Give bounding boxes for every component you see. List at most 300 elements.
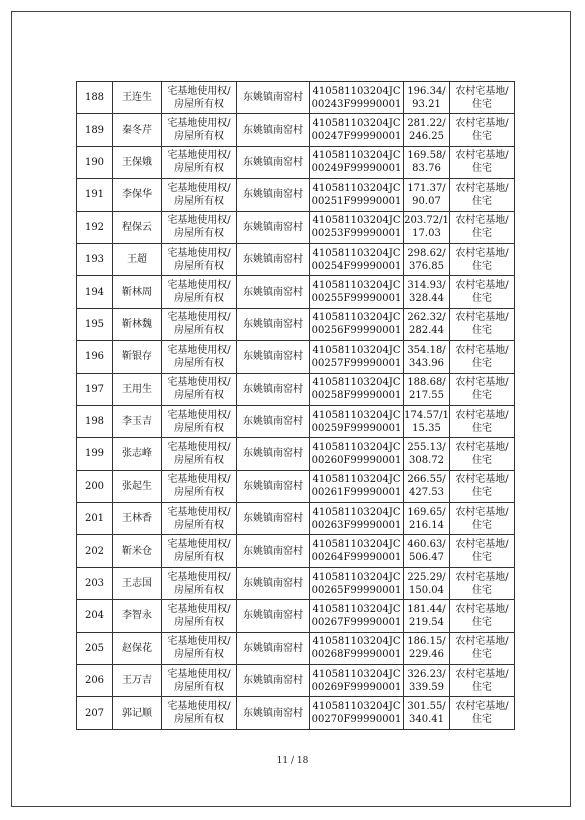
right-type-cell-line: 宅基地使用权/ [167,247,231,259]
serial-number-cell: 193 [77,243,113,275]
area-cell-line: 282.44 [409,325,444,337]
usage-cell [450,341,515,373]
area-cell [404,470,450,502]
table-row [77,665,515,697]
location-cell: 东姚镇南窑村 [237,146,310,178]
location-cell: 东姚镇南窑村 [237,341,310,373]
usage-cell [450,373,515,405]
area-cell-line: 150.04 [409,584,444,596]
table-row [77,697,515,729]
area-cell-line: 217.55 [409,390,444,402]
right-type-cell [162,665,237,697]
area-cell-line: 186.15/ [407,636,446,648]
location-cell: 东姚镇南窑村 [237,438,310,470]
serial-number-cell: 202 [77,535,113,567]
right-type-cell [162,632,237,664]
table-row [77,308,515,340]
area-cell-line: 188.68/ [407,377,446,389]
unit-code-cell-line: 00270F99990001 [311,714,402,726]
usage-cell-line: 农村宅基地/ [455,344,509,356]
area-cell-line: 266.55/ [407,474,446,486]
unit-code-cell [310,82,404,114]
usage-cell-line: 农村宅基地/ [455,118,509,130]
usage-cell-line: 住宅 [472,260,492,272]
unit-code-cell-line: 00249F99990001 [311,163,402,175]
serial-number-cell: 205 [77,632,113,664]
area-cell [404,503,450,535]
right-type-cell-line: 房屋所有权 [174,228,224,240]
area-cell [404,146,450,178]
usage-cell [450,470,515,502]
location-cell: 东姚镇南窑村 [237,697,310,729]
unit-code-cell-line: 410581103204JC [312,118,401,130]
unit-code-cell-line: 00255F99990001 [311,293,402,305]
usage-cell-line: 农村宅基地/ [455,150,509,162]
table-row [77,405,515,437]
serial-number-cell: 198 [77,405,113,437]
unit-code-cell [310,211,404,243]
serial-number-cell: 204 [77,600,113,632]
location-cell: 东姚镇南窑村 [237,503,310,535]
serial-number-cell: 190 [77,146,113,178]
area-cell-line: 90.07 [412,195,441,207]
unit-code-cell-line: 410581103204JC [312,377,401,389]
unit-code-cell-line: 410581103204JC [312,571,401,583]
right-type-cell-line: 宅基地使用权/ [167,701,231,713]
usage-cell-line: 农村宅基地/ [455,539,509,551]
table-row [77,503,515,535]
area-cell-line: 262.32/ [407,312,446,324]
serial-number-cell: 197 [77,373,113,405]
area-cell [404,438,450,470]
unit-code-cell [310,308,404,340]
usage-cell-line: 农村宅基地/ [455,571,509,583]
usage-cell-line: 住宅 [472,163,492,175]
right-type-cell-line: 房屋所有权 [174,325,224,337]
unit-code-cell-line: 410581103204JC [312,409,401,421]
unit-code-cell [310,535,404,567]
usage-cell [450,211,515,243]
usage-cell [450,308,515,340]
usage-cell-line: 住宅 [472,131,492,143]
right-type-cell-line: 宅基地使用权/ [167,182,231,194]
unit-code-cell-line: 410581103204JC [312,474,401,486]
table-row [77,114,515,146]
right-type-cell [162,373,237,405]
area-cell-line: 229.46 [409,649,444,661]
unit-code-cell [310,665,404,697]
area-cell [404,114,450,146]
area-cell-line: 255.13/ [407,441,446,453]
area-cell-line: 354.18/ [407,344,446,356]
owner-name-cell: 王林香 [113,503,162,535]
usage-cell-line: 住宅 [472,390,492,402]
area-cell-line: 15.35 [412,422,441,434]
right-type-cell [162,341,237,373]
usage-cell [450,405,515,437]
area-cell [404,665,450,697]
location-cell: 东姚镇南窑村 [237,535,310,567]
right-type-cell-line: 宅基地使用权/ [167,539,231,551]
unit-code-cell-line: 410581103204JC [312,636,401,648]
area-cell-line: 376.85 [409,260,444,272]
usage-cell-line: 住宅 [472,552,492,564]
right-type-cell-line: 房屋所有权 [174,552,224,564]
area-cell [404,535,450,567]
unit-code-cell [310,697,404,729]
unit-code-cell-line: 00265F99990001 [311,584,402,596]
unit-code-cell-line: 00258F99990001 [311,390,402,402]
area-cell-line: 83.76 [412,163,441,175]
table-row [77,146,515,178]
area-cell-line: 174.57/1 [404,409,449,421]
table-row [77,82,515,114]
unit-code-cell-line: 00247F99990001 [311,131,402,143]
usage-cell-line: 农村宅基地/ [455,506,509,518]
owner-name-cell: 郭记顺 [113,697,162,729]
unit-code-cell-line: 410581103204JC [312,539,401,551]
location-cell: 东姚镇南窑村 [237,470,310,502]
area-cell-line: 169.58/ [407,150,446,162]
location-cell: 东姚镇南窑村 [237,243,310,275]
right-type-cell [162,179,237,211]
usage-cell [450,567,515,599]
right-type-cell-line: 宅基地使用权/ [167,636,231,648]
usage-cell-line: 农村宅基地/ [455,701,509,713]
area-cell-line: 169.65/ [407,506,446,518]
area-cell-line: 298.62/ [407,247,446,259]
usage-cell-line: 农村宅基地/ [455,247,509,259]
table-row [77,438,515,470]
area-cell [404,632,450,664]
usage-cell-line: 农村宅基地/ [455,182,509,194]
serial-number-cell: 189 [77,114,113,146]
right-type-cell [162,243,237,275]
usage-cell-line: 农村宅基地/ [455,377,509,389]
unit-code-cell [310,276,404,308]
usage-cell [450,114,515,146]
unit-code-cell-line: 00256F99990001 [311,325,402,337]
usage-cell-line: 农村宅基地/ [455,85,509,97]
usage-cell-line: 农村宅基地/ [455,280,509,292]
usage-cell-line: 住宅 [472,454,492,466]
location-cell: 东姚镇南窑村 [237,82,310,114]
usage-cell-line: 住宅 [472,681,492,693]
area-cell [404,567,450,599]
usage-cell [450,146,515,178]
table-row [77,243,515,275]
area-cell [404,373,450,405]
usage-cell [450,438,515,470]
unit-code-cell [310,114,404,146]
table-row [77,341,515,373]
area-cell [404,341,450,373]
table-row [77,276,515,308]
right-type-cell-line: 宅基地使用权/ [167,150,231,162]
unit-code-cell [310,146,404,178]
usage-cell [450,503,515,535]
area-cell-line: 216.14 [409,519,444,531]
owner-name-cell: 靳银存 [113,341,162,373]
owner-name-cell: 靳米仓 [113,535,162,567]
usage-cell-line: 住宅 [472,616,492,628]
unit-code-cell-line: 00243F99990001 [311,98,402,110]
area-cell [404,405,450,437]
location-cell: 东姚镇南窑村 [237,665,310,697]
table-row [77,567,515,599]
unit-code-cell-line: 00253F99990001 [311,228,402,240]
owner-name-cell: 李玉吉 [113,405,162,437]
area-cell-line: 93.21 [412,98,441,110]
area-cell-line: 181.44/ [407,603,446,615]
right-type-cell-line: 宅基地使用权/ [167,215,231,227]
unit-code-cell-line: 410581103204JC [312,603,401,615]
right-type-cell-line: 宅基地使用权/ [167,409,231,421]
right-type-cell-line: 宅基地使用权/ [167,474,231,486]
table-row [77,632,515,664]
unit-code-cell [310,470,404,502]
unit-code-cell-line: 00264F99990001 [311,552,402,564]
owner-name-cell: 王超 [113,243,162,275]
serial-number-cell: 200 [77,470,113,502]
usage-cell [450,632,515,664]
table-row [77,211,515,243]
serial-number-cell: 206 [77,665,113,697]
right-type-cell [162,114,237,146]
table-row [77,470,515,502]
owner-name-cell: 张起生 [113,470,162,502]
right-type-cell [162,82,237,114]
usage-cell-line: 住宅 [472,325,492,337]
area-cell [404,243,450,275]
owner-name-cell: 王万吉 [113,665,162,697]
table-row [77,373,515,405]
right-type-cell-line: 宅基地使用权/ [167,668,231,680]
usage-cell [450,697,515,729]
unit-code-cell [310,567,404,599]
usage-cell-line: 农村宅基地/ [455,441,509,453]
right-type-cell-line: 房屋所有权 [174,649,224,661]
area-cell [404,308,450,340]
usage-cell [450,665,515,697]
right-type-cell [162,308,237,340]
right-type-cell [162,211,237,243]
serial-number-cell: 196 [77,341,113,373]
owner-name-cell: 张志峰 [113,438,162,470]
unit-code-cell-line: 00268F99990001 [311,649,402,661]
right-type-cell-line: 房屋所有权 [174,681,224,693]
area-cell-line: 308.72 [409,454,444,466]
usage-cell [450,82,515,114]
unit-code-cell-line: 410581103204JC [312,182,401,194]
usage-cell-line: 农村宅基地/ [455,215,509,227]
right-type-cell [162,697,237,729]
area-cell-line: 427.53 [409,487,444,499]
right-type-cell [162,503,237,535]
area-cell-line: 17.03 [412,228,441,240]
unit-code-cell [310,632,404,664]
usage-cell [450,276,515,308]
table-body [77,82,515,730]
right-type-cell-line: 宅基地使用权/ [167,344,231,356]
location-cell: 东姚镇南窑村 [237,276,310,308]
area-cell-line: 326.23/ [407,668,446,680]
unit-code-cell-line: 00267F99990001 [311,616,402,628]
location-cell: 东姚镇南窑村 [237,373,310,405]
usage-cell [450,179,515,211]
unit-code-cell [310,503,404,535]
unit-code-cell [310,600,404,632]
right-type-cell-line: 房屋所有权 [174,260,224,272]
right-type-cell-line: 宅基地使用权/ [167,506,231,518]
serial-number-cell: 207 [77,697,113,729]
right-type-cell-line: 房屋所有权 [174,519,224,531]
area-cell-line: 281.22/ [407,118,446,130]
serial-number-cell: 195 [77,308,113,340]
owner-name-cell: 王连生 [113,82,162,114]
right-type-cell [162,600,237,632]
unit-code-cell-line: 410581103204JC [312,506,401,518]
right-type-cell-line: 房屋所有权 [174,98,224,110]
right-type-cell [162,567,237,599]
right-type-cell-line: 房屋所有权 [174,616,224,628]
right-type-cell-line: 房屋所有权 [174,390,224,402]
location-cell: 东姚镇南窑村 [237,567,310,599]
unit-code-cell [310,341,404,373]
owner-name-cell: 李保华 [113,179,162,211]
unit-code-cell-line: 410581103204JC [312,247,401,259]
area-cell-line: 343.96 [409,357,444,369]
table-row [77,179,515,211]
right-type-cell [162,146,237,178]
owner-name-cell: 王用生 [113,373,162,405]
right-type-cell-line: 宅基地使用权/ [167,118,231,130]
unit-code-cell-line: 00269F99990001 [311,681,402,693]
right-type-cell-line: 宅基地使用权/ [167,377,231,389]
usage-cell [450,243,515,275]
unit-code-cell-line: 410581103204JC [312,312,401,324]
location-cell: 东姚镇南窑村 [237,405,310,437]
usage-cell-line: 住宅 [472,714,492,726]
page-number: 11 / 18 [276,756,309,766]
location-cell: 东姚镇南窑村 [237,179,310,211]
unit-code-cell-line: 00260F99990001 [311,454,402,466]
owner-name-cell: 靳林周 [113,276,162,308]
right-type-cell-line: 宅基地使用权/ [167,441,231,453]
area-cell [404,697,450,729]
unit-code-cell-line: 410581103204JC [312,85,401,97]
location-cell: 东姚镇南窑村 [237,600,310,632]
right-type-cell [162,535,237,567]
unit-code-cell-line: 00254F99990001 [311,260,402,272]
owner-name-cell: 赵保花 [113,632,162,664]
location-cell: 东姚镇南窑村 [237,211,310,243]
right-type-cell-line: 宅基地使用权/ [167,603,231,615]
location-cell: 东姚镇南窑村 [237,308,310,340]
usage-cell-line: 农村宅基地/ [455,668,509,680]
right-type-cell-line: 宅基地使用权/ [167,312,231,324]
area-cell-line: 246.25 [409,131,444,143]
usage-cell-line: 住宅 [472,98,492,110]
unit-code-cell-line: 00259F99990001 [311,422,402,434]
unit-code-cell-line: 410581103204JC [312,344,401,356]
right-type-cell-line: 房屋所有权 [174,131,224,143]
owner-name-cell: 靳林魏 [113,308,162,340]
unit-code-cell [310,438,404,470]
area-cell-line: 340.41 [409,714,444,726]
area-cell [404,211,450,243]
usage-cell-line: 住宅 [472,422,492,434]
usage-cell-line: 住宅 [472,195,492,207]
unit-code-cell-line: 00251F99990001 [311,195,402,207]
right-type-cell-line: 宅基地使用权/ [167,85,231,97]
right-type-cell-line: 房屋所有权 [174,454,224,466]
location-cell: 东姚镇南窑村 [237,114,310,146]
usage-cell-line: 农村宅基地/ [455,312,509,324]
right-type-cell-line: 房屋所有权 [174,163,224,175]
area-cell-line: 219.54 [409,616,444,628]
area-cell-line: 225.29/ [407,571,446,583]
area-cell [404,600,450,632]
serial-number-cell: 199 [77,438,113,470]
unit-code-cell-line: 410581103204JC [312,150,401,162]
right-type-cell-line: 房屋所有权 [174,487,224,499]
usage-cell-line: 农村宅基地/ [455,603,509,615]
area-cell [404,276,450,308]
usage-cell-line: 住宅 [472,584,492,596]
area-cell-line: 203.72/1 [404,215,449,227]
right-type-cell-line: 房屋所有权 [174,714,224,726]
unit-code-cell [310,373,404,405]
area-cell-line: 506.47 [409,552,444,564]
owner-name-cell: 王志国 [113,567,162,599]
right-type-cell-line: 宅基地使用权/ [167,280,231,292]
unit-code-cell [310,179,404,211]
right-type-cell [162,438,237,470]
location-cell: 东姚镇南窑村 [237,632,310,664]
serial-number-cell: 192 [77,211,113,243]
right-type-cell-line: 房屋所有权 [174,195,224,207]
right-type-cell [162,276,237,308]
usage-cell-line: 农村宅基地/ [455,474,509,486]
usage-cell-line: 住宅 [472,293,492,305]
serial-number-cell: 194 [77,276,113,308]
unit-code-cell-line: 00263F99990001 [311,519,402,531]
serial-number-cell: 191 [77,179,113,211]
right-type-cell-line: 宅基地使用权/ [167,571,231,583]
unit-code-cell-line: 00257F99990001 [311,357,402,369]
area-cell-line: 460.63/ [407,539,446,551]
usage-cell-line: 住宅 [472,519,492,531]
area-cell-line: 301.55/ [407,701,446,713]
serial-number-cell: 203 [77,567,113,599]
owner-name-cell: 程保云 [113,211,162,243]
area-cell-line: 328.44 [409,293,444,305]
property-rights-table [76,81,515,730]
usage-cell-line: 农村宅基地/ [455,409,509,421]
unit-code-cell [310,243,404,275]
serial-number-cell: 201 [77,503,113,535]
unit-code-cell-line: 410581103204JC [312,701,401,713]
unit-code-cell-line: 00261F99990001 [311,487,402,499]
unit-code-cell-line: 410581103204JC [312,280,401,292]
right-type-cell [162,405,237,437]
usage-cell [450,600,515,632]
unit-code-cell-line: 410581103204JC [312,215,401,227]
right-type-cell [162,470,237,502]
serial-number-cell: 188 [77,82,113,114]
unit-code-cell [310,405,404,437]
